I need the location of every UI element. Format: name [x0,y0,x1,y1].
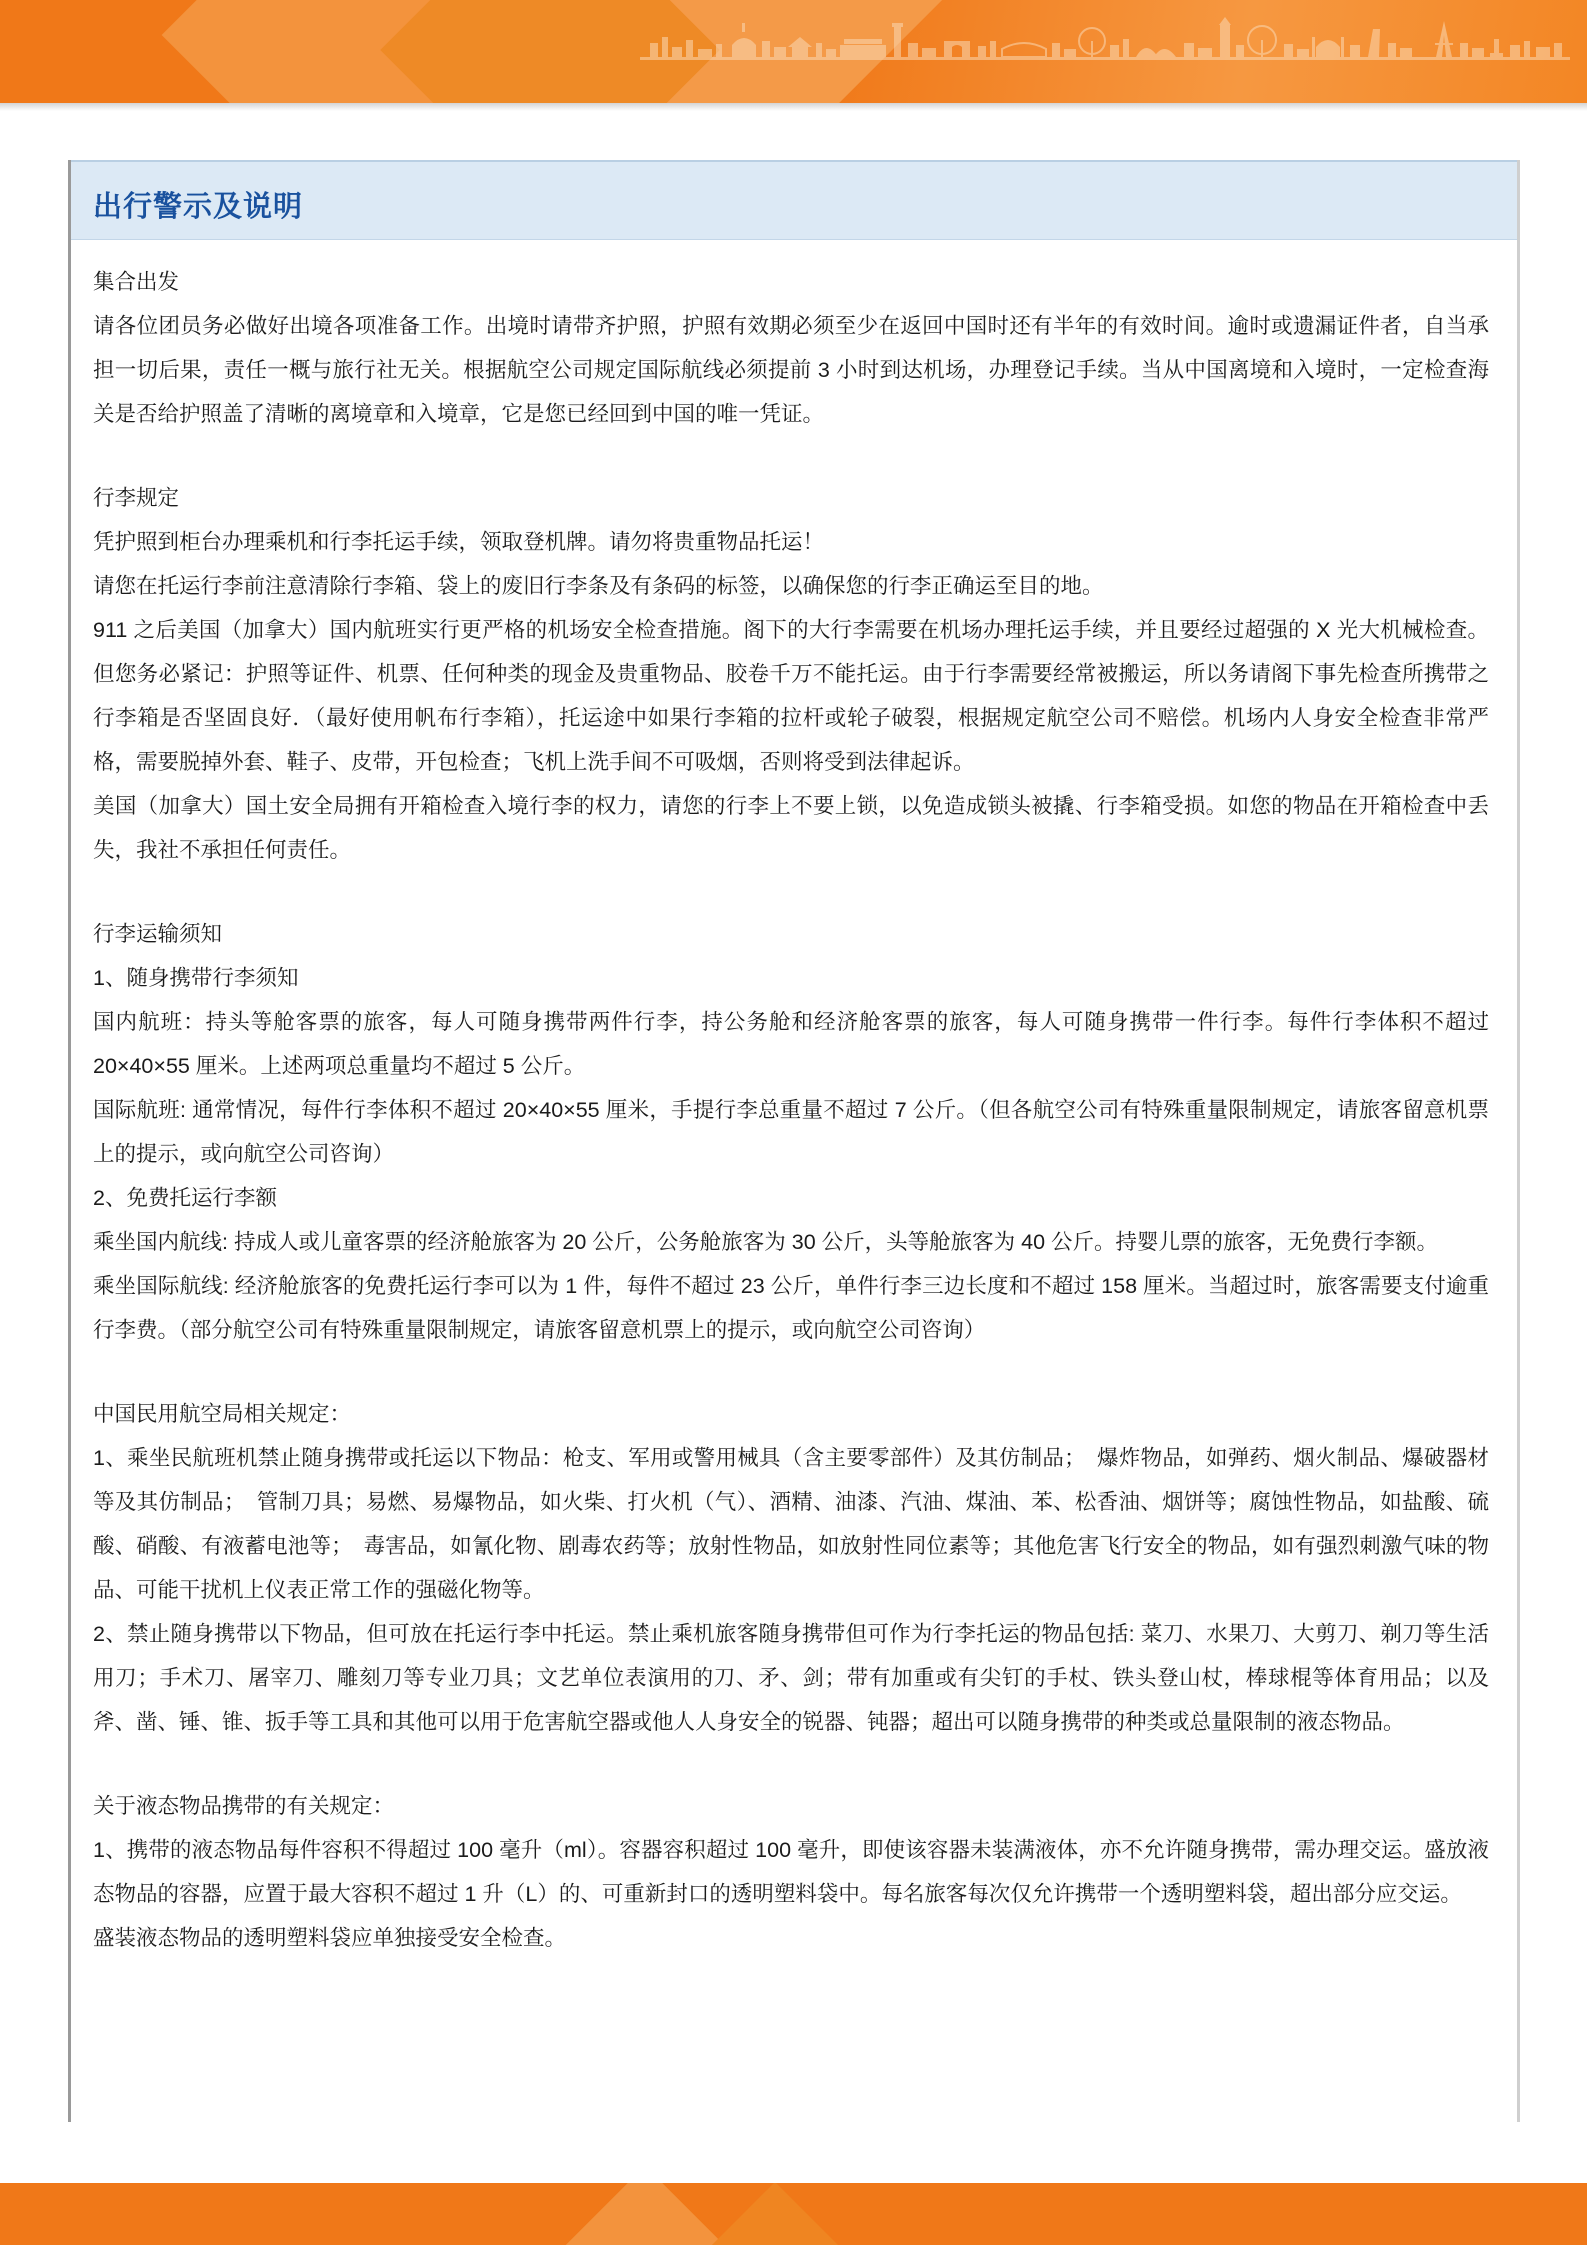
section-spacer [93,1744,1489,1784]
section-paragraph: 请您在托运行李前注意清除行李箱、袋上的废旧行李条及有条码的标签，以确保您的行李正确运至目的地。 [93,574,1104,598]
page-title: 出行警示及说明 [93,191,304,223]
section-paragraph: 911 之后美国（加拿大）国内航班实行更严格的机场安全检查措施。阁下的大行李需要在机场办理托运手续，并且要经过超强的 X 光大机械检查。但您务必紧记：护照等证件、机票、任何种类的现金及贵重物品、胶卷千万不能托运。由于行李需要经常被搬运，所以务请阁下事先检查所携带之行李箱是否坚固良好．（最好使用帆布行李箱），托运途中如果行李箱的拉杆或轮子破裂，根据规定航空公司不赔偿。机场内人身安全检查非常严格，需要脱掉外套、鞋子、皮带，开包检查；飞机上洗手间不可吸烟，否则将受到法律起诉。 [93,618,1489,774]
section-spacer [93,1352,1489,1392]
section-spacer [93,872,1489,912]
page-bottom-strip [0,2183,1587,2245]
section-heading-baggage-transport: 行李运输须知 [93,922,223,946]
document-page [68,160,1520,2122]
section-paragraph: 美国（加拿大）国土安全局拥有开箱检查入境行李的权力，请您的行李上不要上锁，以免造成锁头被撬、行李箱受损。如您的物品在开箱检查中丢失，我社不承担任何责任。 [93,794,1489,862]
section-heading-caac-rules: 中国民用航空局相关规定： [93,1402,352,1426]
section-paragraph: 请各位团员务必做好出境各项准备工作。出境时请带齐护照，护照有效期必须至少在返回中国时还有半年的有效时间。逾时或遗漏证件者，自当承担一切后果，责任一概与旅行社无关。根据航空公司规定国际航线必须提前 3 小时到达机场，办理登记手续。当从中国离境和入境时，一定检查海关是否给护照盖了清晰的离境章和入境章，它是您已经回到中国的唯一凭证。 [93,314,1489,426]
section-paragraph: 1、携带的液态物品每件容积不得超过 100 毫升（ml）。容器容积超过 100 毫升，即使该容器未装满液体，亦不允许随身携带，需办理交运。盛放液态物品的容器，应置于最大容积不超过 1 升（L）的、可重新封口的透明塑料袋中。每名旅客每次仅允许携带一个透明塑料袋，超出部分应交运。 [93,1838,1489,1906]
section-heading-baggage-rules: 行李规定 [93,486,180,510]
section-paragraph: 乘坐国际航线: 经济舱旅客的免费托运行李可以为 1 件，每件不超过 23 公斤，单件行李三边长度和不超过 158 厘米。当超过时，旅客需要支付逾重行李费。（部分航空公司有特殊重量限制规定，请旅客留意机票上的提示，或向航空公司咨询） [93,1274,1489,1342]
section-paragraph: 2、禁止随身携带以下物品，但可放在托运行李中托运。禁止乘机旅客随身携带但可作为行李托运的物品包括: 菜刀、水果刀、大剪刀、剃刀等生活用刀；手术刀、屠宰刀、雕刻刀等专业刀具；文艺单位表演用的刀、矛、剑；带有加重或有尖钉的手杖、铁头登山杖，棒球棍等体育用品；以及斧、凿、锤、锥、扳手等工具和其他可以用于危害航空器或他人人身安全的锐器、钝器；超出可以随身携带的种类或总量限制的液态物品。 [93,1622,1489,1734]
section-paragraph: 国际航班: 通常情况，每件行李体积不超过 20×40×55 厘米，手提行李总重量不超过 7 公斤。（但各航空公司有特殊重量限制规定，请旅客留意机票上的提示，或向航空公司咨询） [93,1098,1489,1166]
section-paragraph: 国内航班：持头等舱客票的旅客，每人可随身携带两件行李，持公务舱和经济舱客票的旅客，每人可随身携带一件行李。每件行李体积不超过 20×40×55 厘米。上述两项总重量均不超过 5 公斤。 [93,1010,1489,1078]
document-title-bar [71,160,1517,240]
city-skyline-icon [640,13,1570,75]
section-paragraph: 1、乘坐民航班机禁止随身携带或托运以下物品：枪支、军用或警用械具（含主要零部件）及其仿制品； 爆炸物品，如弹药、烟火制品、爆破器材等及其仿制品； 管制刀具；易燃、易爆物品，如火柴、打火机（气）、酒精、油漆、汽油、煤油、苯、松香油、烟饼等；腐蚀性物品，如盐酸、硫酸、硝酸、有液蓄电池等； 毒害品，如氰化物、剧毒农药等；放射性物品，如放射性同位素等；其他危害飞行安全的物品，如有强烈刺激气味的物品、可能干扰机上仪表正常工作的强磁化物等。 [93,1446,1489,1602]
section-paragraph: 乘坐国内航线: 持成人或儿童客票的经济舱旅客为 20 公斤，公务舱旅客为 30 公斤，头等舱旅客为 40 公斤。持婴儿票的旅客，无免费行李额。 [93,1230,1439,1254]
section-heading-liquids: 关于液态物品携带的有关规定： [93,1794,395,1818]
banner-shadow [0,103,1587,111]
section-paragraph: 盛装液态物品的透明塑料袋应单独接受安全检查。 [93,1926,567,1950]
section-heading-gathering: 集合出发 [93,270,180,294]
section-paragraph: 2、免费托运行李额 [93,1186,277,1210]
page-top-banner [0,0,1587,103]
section-spacer [93,436,1489,476]
section-paragraph: 1、随身携带行李须知 [93,966,299,990]
document-body [93,260,1489,1960]
section-paragraph: 凭护照到柜台办理乘机和行李托运手续，领取登机牌。请勿将贵重物品托运！ [93,530,825,554]
